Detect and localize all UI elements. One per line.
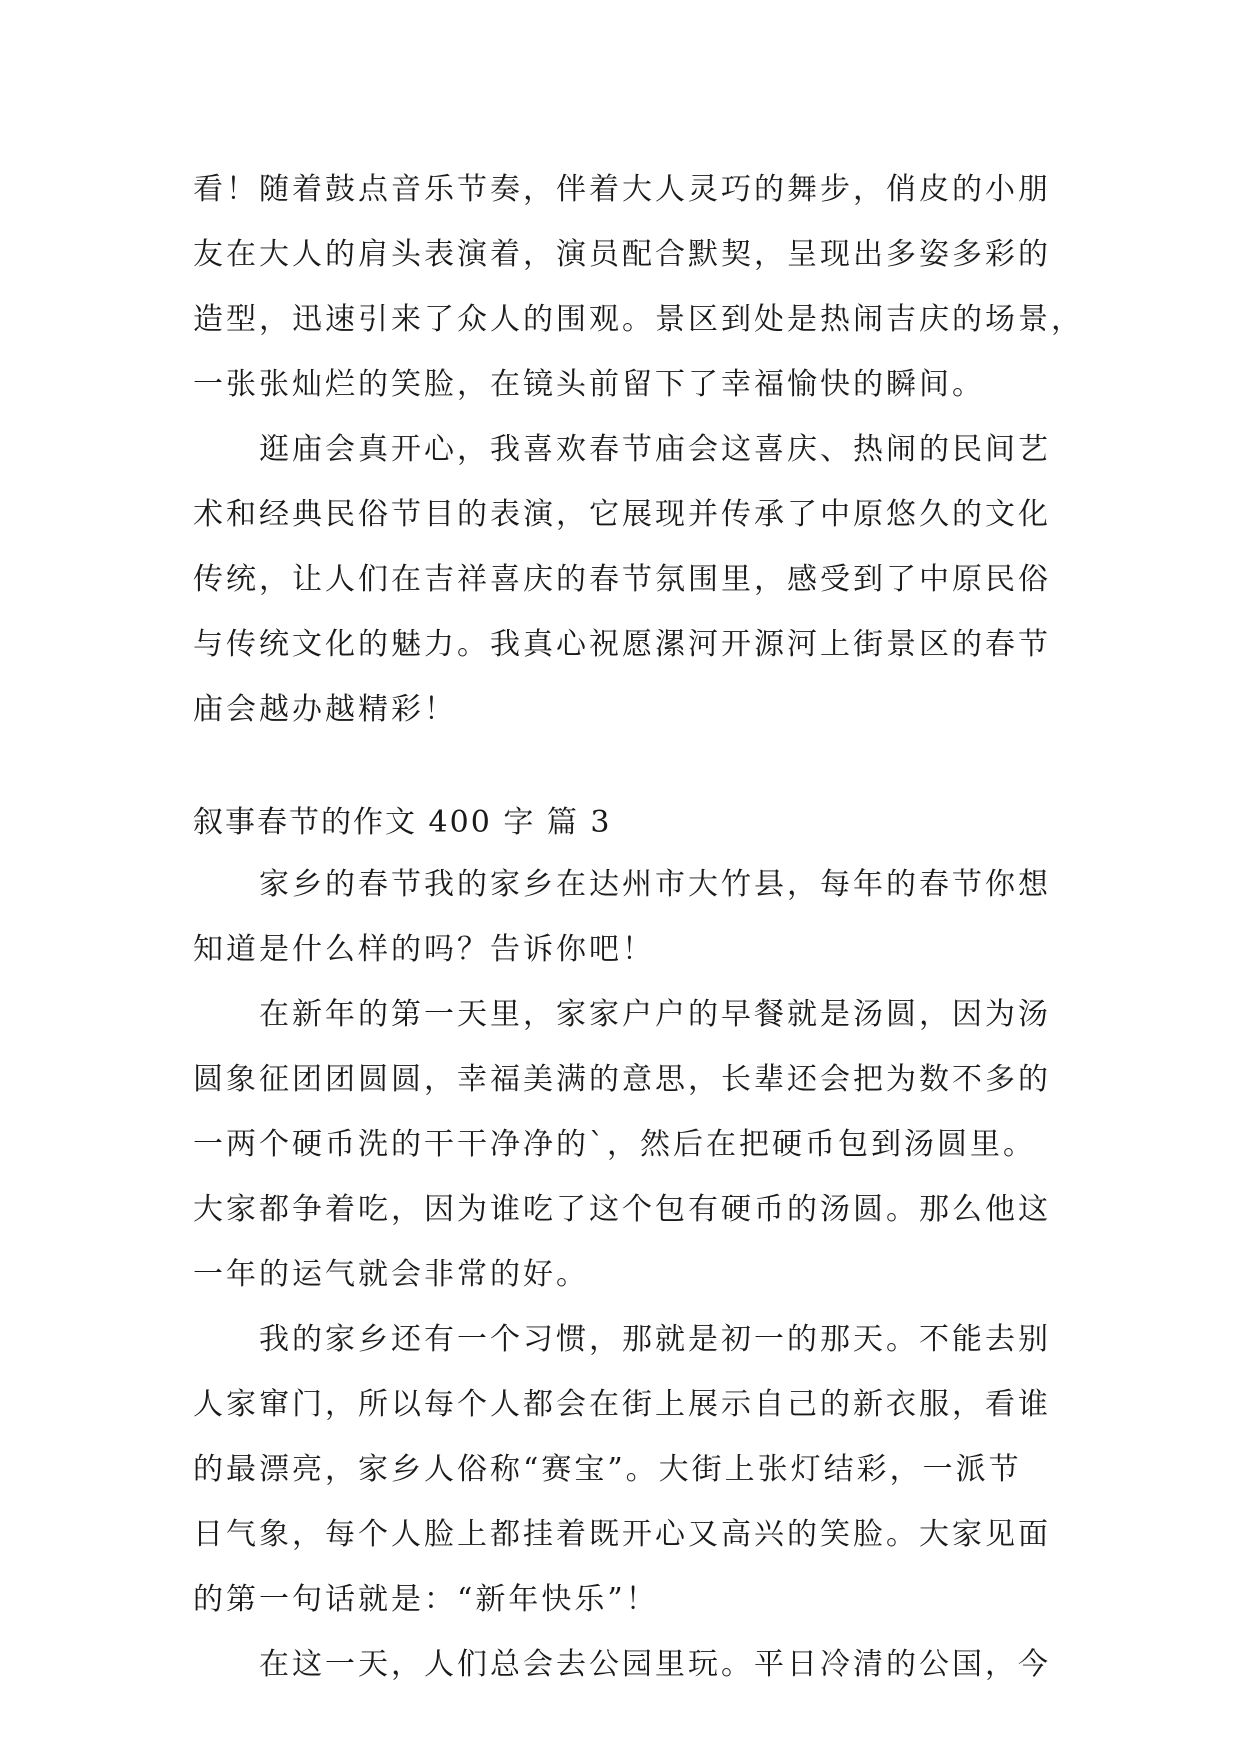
text-line: 术和经典民俗节目的表演，它展现并传承了中原悠久的文化 — [193, 497, 1051, 532]
text-line: 一两个硬币洗的干干净净的`，然后在把硬币包到汤圆里。 — [193, 1127, 1036, 1162]
text-line: 在这一天，人们总会去公园里玩。平日冷清的公国，今 — [259, 1647, 1051, 1682]
text-line: 一张张灿烂的笑脸，在镜头前留下了幸福愉快的瞬间。 — [193, 367, 985, 402]
text-line: 家乡的春节我的家乡在达州市大竹县，每年的春节你想 — [259, 867, 1051, 902]
text-line: 逛庙会真开心，我喜欢春节庙会这喜庆、热闹的民间艺 — [259, 432, 1051, 467]
paragraph-6 — [193, 1632, 1053, 1697]
section-heading: 叙事春节的作文 400 字 篇 3 — [193, 805, 612, 840]
text-line: 一年的运气就会非常的好。 — [193, 1257, 589, 1292]
document-body — [193, 157, 1084, 1697]
paragraph-2 — [193, 417, 1053, 742]
paragraph-3 — [193, 852, 1053, 982]
text-line: 在新年的第一天里，家家户户的早餐就是汤圆，因为汤 — [259, 997, 1051, 1032]
text-line: 日气象，每个人脸上都挂着既开心又高兴的笑脸。大家见面 — [193, 1517, 1051, 1552]
text-line: 看！随着鼓点音乐节奏，伴着大人灵巧的舞步，俏皮的小朋 — [193, 172, 1051, 207]
text-line: 人家窜门，所以每个人都会在街上展示自己的新衣服，看谁 — [193, 1387, 1051, 1422]
text-line: 的第一句话就是：“新年快乐”！ — [193, 1582, 659, 1617]
text-line: 与传统文化的魅力。我真心祝愿漯河开源河上街景区的春节 — [193, 627, 1051, 662]
text-line: 知道是什么样的吗？告诉你吧！ — [193, 932, 655, 967]
text-line: 的最漂亮，家乡人俗称“赛宝”。大街上张灯结彩，一派节 — [193, 1452, 1022, 1487]
paragraph-1 — [193, 157, 1084, 417]
text-line: 我的家乡还有一个习惯，那就是初一的那天。不能去别 — [259, 1322, 1051, 1357]
text-line: 圆象征团团圆圆，幸福美满的意思，长辈还会把为数不多的 — [193, 1062, 1051, 1097]
text-line: 友在大人的肩头表演着，演员配合默契，呈现出多姿多彩的 — [193, 237, 1051, 272]
text-line: 造型，迅速引来了众人的围观。景区到处是热闹吉庆的场景， — [193, 302, 1084, 337]
text-line: 传统，让人们在吉祥喜庆的春节氛围里，感受到了中原民俗 — [193, 562, 1051, 597]
text-line: 庙会越办越精彩！ — [193, 692, 457, 727]
text-line: 大家都争着吃，因为谁吃了这个包有硬币的汤圆。那么他这 — [193, 1192, 1051, 1227]
paragraph-4 — [193, 982, 1053, 1307]
section-gap — [193, 742, 1053, 794]
paragraph-5 — [193, 1307, 1053, 1632]
